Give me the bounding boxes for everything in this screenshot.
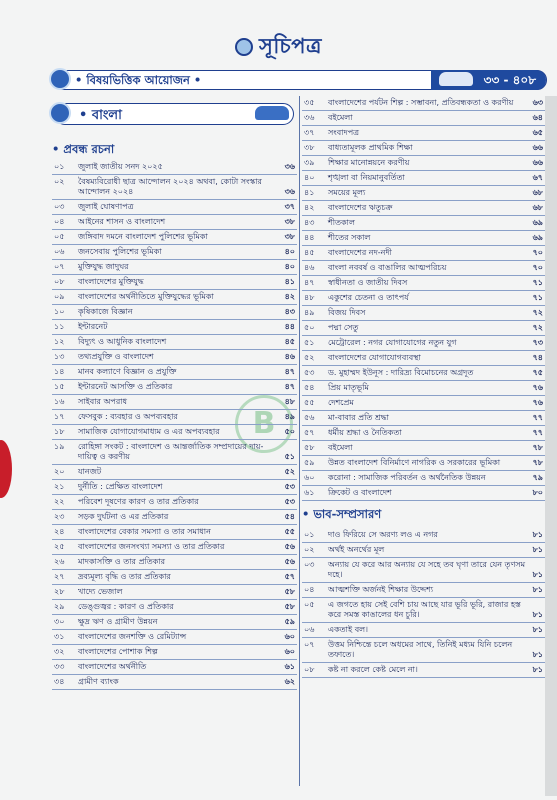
entry-page: ৭১ [532,293,543,302]
toc-entry [302,171,545,186]
entry-number: ১৬ [54,397,65,406]
entry-number: ০১ [54,162,65,171]
entry-number: ৩৩ [54,662,65,671]
entry-page: ৭৫ [532,368,543,377]
entry-title: দাও ফিরিয়ে সে অরণ্য লও এ নগর [328,530,438,539]
entry-page: ৪১ [284,277,295,286]
toc-entry [52,200,297,215]
toc-entry [52,480,297,495]
entry-page: ৪০ [284,262,295,271]
entry-number: ১৪ [54,367,65,376]
entry-page: ৪৪ [284,322,295,331]
entry-title: দেশপ্রেম [328,398,354,407]
entry-page: ৪৩ [284,307,295,316]
toc-entry [302,96,545,111]
entry-number: ০৯ [54,292,65,301]
entry-page: ৩৮ [284,217,295,226]
entry-title: বাংলা নববর্ষ ও বাঙালির আত্মপরিচয় [328,263,447,272]
entry-title: ক্রিকেট ও বাংলাদেশ [328,488,392,497]
entry-page: ৭২ [532,323,543,332]
entry-number: ৩০ [54,617,65,626]
entry-number: ৪৫ [304,248,315,257]
entry-page: ৮১ [532,585,543,594]
toc-entry [52,630,297,645]
column-divider [299,96,300,786]
entry-title: সময়ের মূল্য [328,188,366,197]
toc-entry [52,540,297,555]
entry-page: ৭০ [532,248,543,257]
entry-page: ৬৮ [532,188,543,197]
entry-title: আত্মশক্তি অর্জনই শিক্ষার উদ্দেশ্য [328,585,434,594]
entry-page: ৬৯ [532,233,543,242]
entry-title: উত্তম নিশ্চিন্তে চলে অধমের সাথে, তিনিই মধ্যম যিনি চলেন তফাতে। [328,640,513,659]
entry-number: ৫৩ [304,368,315,377]
entry-title: জঙ্গিবাদ দমনে বাংলাদেশ পুলিশের ভূমিকা [78,232,208,241]
entry-page: ৬৮ [532,203,543,212]
entry-page: ৮১ [532,570,543,579]
toc-entry [302,528,545,543]
entry-number: ৫৪ [304,383,315,392]
entry-number: ০৪ [304,585,315,594]
toc-entry [302,276,545,291]
toc-entry [52,175,297,200]
entry-number: ৩৭ [304,128,315,137]
next-page-edge [545,96,557,796]
entry-title: রোহিঙ্গা সংকট : বাংলাদেশ ও আন্তর্জাতিক সম্প্রদায়ের দায়-দায়িত্ব ও করণীয় [78,442,264,461]
toc-entry [302,623,545,638]
entry-number: ০৩ [304,560,315,569]
toc-entry [302,111,545,126]
entry-page: ৮১ [532,610,543,619]
toc-entry [302,411,545,426]
entry-page: ৬৯ [532,218,543,227]
entry-page: ৫২ [284,467,295,476]
entry-number: ৪৬ [304,263,315,272]
toc-entry [52,495,297,510]
entry-title: মুক্তিযুদ্ধ জাদুঘর [78,262,129,271]
toc-entry [52,645,297,660]
entry-title: যানজট [78,467,102,476]
entry-number: ১১ [54,322,65,331]
entry-page: ৫৬ [284,557,295,566]
entry-number: ৪১ [304,188,315,197]
entry-number: ০২ [54,177,65,186]
entry-title: জুলাই জাতীয় সনদ ২০২৫ [78,162,163,171]
toc-entry [302,336,545,351]
entry-page: ৮০ [532,488,543,497]
emblem-icon [235,38,253,56]
entry-title: জনসেবায় পুলিশের ভূমিকা [78,247,162,256]
entry-number: ২৭ [54,572,65,581]
entry-number: ০৪ [54,217,65,226]
entry-number: ০৫ [304,600,315,609]
entry-number: ৩৪ [54,677,65,686]
section-header-label: • বাংলা [79,108,122,123]
entry-title: কষ্ট না করলে কেষ্ট মেলে না। [328,665,418,674]
entry-number: ৪৭ [304,278,315,287]
toc-entry [302,321,545,336]
entry-title: বৈষম্যবিরোধী ছাত্র আন্দোলন ২০২৪ অথবা, কোটা সংস্কার আন্দোলন ২০২৪ [78,177,262,196]
toc-entry [52,440,297,465]
entry-title: সড়ক দুর্ঘটনা ও এর প্রতিকার [78,512,169,521]
entry-title: বাংলাদেশের যোগাযোগব্যবস্থা [328,353,421,362]
toc-entry [52,410,297,425]
entry-number: ২৬ [54,557,65,566]
essay-heading: • প্রবন্ধ রচনা [52,142,115,156]
entry-title: স্বাধীনতা ও জাতীয় দিবস [328,278,408,287]
entry-title: উন্নত বাংলাদেশ বিনির্মাণে নাগরিক ও সরকারের ভূমিকা [328,458,501,467]
toc-entry [52,395,297,410]
entry-title: বাংলাদেশের মুক্তিযুদ্ধ [78,277,144,286]
entry-page: ৫৪ [284,512,295,521]
entry-page: ৩৬ [284,187,295,196]
entry-number: ৩৫ [304,98,315,107]
toc-entry [52,555,297,570]
entry-page: ৩৭ [284,202,295,211]
entry-page: ৬১ [284,662,295,671]
toc-entry [52,335,297,350]
toc-entry [302,216,545,231]
toc-entry [302,156,545,171]
toc-entry [302,638,545,663]
entry-title: একতাই বল। [328,625,368,634]
entry-title: পরিবেশ দূষণের কারণ ও তার প্রতিকার [78,497,199,506]
entry-page: ৭৪ [532,353,543,362]
toc-entry [302,558,545,583]
entry-title: মা-বাবার প্রতি শ্রদ্ধা [328,413,389,422]
toc-entry [52,305,297,320]
toc-entry [302,186,545,201]
toc-entry [302,306,545,321]
toc-entry [52,510,297,525]
entry-page: ৬৩ [532,98,543,107]
toc-entry [302,543,545,558]
entry-number: ৪৪ [304,233,315,242]
entry-title: দুর্নীতি : প্রেক্ষিত বাংলাদেশ [78,482,163,491]
entry-page: ৪২ [284,292,295,301]
toc-entry [52,525,297,540]
entry-title: বাংলাদেশের পোশাক শিল্প [78,647,158,656]
page-title [0,30,557,65]
toc-entry [52,290,297,305]
toc-entry [52,425,297,440]
entry-title: দ্রব্যমূল্য বৃদ্ধি ও তার প্রতিকার [78,572,171,581]
entry-title: বাংলাদেশের জনসংখ্যা সমস্যা ও তার প্রতিকার [78,542,225,551]
entry-title: পদ্মা সেতু [328,323,359,332]
page-title-text: সূচিপত্র [259,34,322,58]
entry-number: ০৮ [304,665,315,674]
toc-entry [302,366,545,381]
toc-entry [52,675,297,690]
entry-page: ৬০ [284,632,295,641]
essay-list-left [52,160,297,690]
toc-entry [302,471,545,486]
toc-entry [52,215,297,230]
entry-page: ৬০ [284,647,295,656]
entry-page: ৭৩ [532,338,543,347]
entry-number: ৪৩ [304,218,315,227]
police-cap-icon [255,106,289,120]
entry-number: ৫৬ [304,413,315,422]
entry-page: ৭৭ [532,428,543,437]
entry-title: ফেসবুক : ব্যবহার ও অপব্যবহার [78,412,178,421]
entry-number: ৪৮ [304,293,315,302]
entry-number: ১২ [54,337,65,346]
entry-title: সামাজিক যোগাযোগমাধ্যম ও এর অপব্যবহার [78,427,220,436]
entry-number: ২৩ [54,512,65,521]
entry-page: ৭০ [532,263,543,272]
entry-number: ৫৮ [304,443,315,452]
entry-title: বাংলাদেশের জনশক্তি ও রেমিট্যান্স [78,632,187,641]
entry-page: ৫০ [284,427,295,436]
entry-page: ৬৪ [532,113,543,122]
entry-title: শৃঙ্খলা বা নিয়মানুবর্তিতা [328,173,405,182]
entry-page: ৮১ [532,650,543,659]
entry-number: ২৫ [54,542,65,551]
entry-number: ২৪ [54,527,65,536]
toc-entry [302,441,545,456]
entry-number: ১৫ [54,382,65,391]
entry-title: তথ্যপ্রযুক্তি ও বাংলাদেশ [78,352,154,361]
entry-number: ০৫ [54,232,65,241]
entry-page: ৬৫ [532,128,543,137]
entry-number: ৫৯ [304,458,315,467]
entry-title: সাইবার অপরাধ [78,397,128,406]
entry-page: ৪৯ [284,412,295,421]
entry-page: ৮১ [532,665,543,674]
entry-number: ২৮ [54,587,65,596]
entry-page: ৩৬ [284,162,295,171]
toc-entry [52,230,297,245]
entry-number: ০১ [304,530,315,539]
entry-title: শীতকাল [328,218,355,227]
entry-title: ড. মুহাম্মদ ইউনূস : দারিদ্র্য বিমোচনের অগ্রদূত [328,368,474,377]
entry-number: ২২ [54,497,65,506]
entry-number: ০৭ [304,640,315,649]
topic-banner-label: • বিষয়ভিত্তিক আয়োজন • [75,73,202,87]
entry-number: ৪০ [304,173,315,182]
toc-entry [52,320,297,335]
toc-entry [52,380,297,395]
entry-page: ৪৭ [284,367,295,376]
toc-entry [302,598,545,623]
entry-page: ৫৩ [284,482,295,491]
toc-entry [52,350,297,365]
entry-page: ৪৬ [284,352,295,361]
entry-title: করোনা : সামাজিক পরিবর্তন ও অর্থনৈতিক উন্নয়ন [328,473,486,482]
entry-number: ৪৯ [304,308,315,317]
entry-number: ৩১ [54,632,65,641]
entry-page: ৫৩ [284,497,295,506]
entry-number: ৩৮ [304,143,315,152]
entry-number: ৪২ [304,203,315,212]
entry-title: বিদ্যুৎ ও আধুনিক বাংলাদেশ [78,337,167,346]
toc-entry [302,351,545,366]
entry-page: ৬২ [284,677,295,686]
entry-number: ৩৯ [304,158,315,167]
entry-title: বাংলাদেশের পর্যটন শিল্প : সম্ভাবনা, প্রতিবন্ধকতা ও করণীয় [328,98,514,107]
entry-number: ৫৭ [304,428,315,437]
toc-entry [302,583,545,598]
entry-number: ১৯ [54,442,65,451]
entry-page: ৫৫ [284,527,295,536]
entry-number: ৩২ [54,647,65,656]
entry-page: ৭১ [532,278,543,287]
toc-entry [302,246,545,261]
entry-title: বইমেলা [328,113,353,122]
toc-entry [302,141,545,156]
toc-entry [302,126,545,141]
entry-title: ক্ষুদ্র ঋণ ও গ্রামীণ উন্নয়ন [78,617,158,626]
entry-title: একুশের চেতনা ও তাৎপর্য [328,293,409,302]
entry-title: সংবাদপত্র [328,128,360,137]
entry-page: ৮১ [532,625,543,634]
watermark-logo: B [235,395,293,453]
entry-page: ৫৯ [284,617,295,626]
entry-page: ৬৬ [532,143,543,152]
entry-number: ০৬ [54,247,65,256]
entry-title: বইমেলা [328,443,353,452]
police-cap-icon [439,72,473,86]
entry-title: মাদকাসক্তি ও তার প্রতিকার [78,557,166,566]
entry-title: ডেঙ্গুজ্বর : কারণ ও প্রতিকার [78,602,174,611]
toc-entry [302,381,545,396]
entry-number: ৩৬ [304,113,315,122]
entry-title: মানব কল্যাণে বিজ্ঞান ও প্রযুক্তি [78,367,177,376]
entry-title: বাংলাদেশের নদ-নদী [328,248,392,257]
entry-title: শিক্ষার মানোন্নয়নে করণীয় [328,158,410,167]
entry-number: ৫১ [304,338,315,347]
entry-page: ৭৬ [532,383,543,392]
entry-title: শীতের সকাল [328,233,371,242]
entry-page: ৭৮ [532,458,543,467]
police-badge-icon [49,68,71,90]
toc-entry [52,660,297,675]
entry-number: ০৬ [304,625,315,634]
entry-page: ৪৮ [284,397,295,406]
toc-entry [52,615,297,630]
entry-page: ৭৭ [532,413,543,422]
entry-page: ৪৫ [284,337,295,346]
entry-number: ৫২ [304,353,315,362]
entry-page: ৫৮ [284,587,295,596]
toc-entry [52,275,297,290]
entry-title: অন্যায় যে করে আর অন্যায় যে সহে তব ঘৃণা তারে যেন তৃণসম দহে। [328,560,526,579]
entry-number: ২৯ [54,602,65,611]
entry-title: ইন্টারনেট আসক্তি ও প্রতিকার [78,382,173,391]
entry-title: আইনের শাসন ও বাংলাদেশ [78,217,166,226]
entry-number: ০৩ [54,202,65,211]
entry-page: ৮১ [532,530,543,539]
toc-entry [302,261,545,276]
toc-entry [52,585,297,600]
toc-entry [302,663,545,678]
entry-page: ৩৮ [284,232,295,241]
entry-page: ৫১ [284,452,295,461]
police-badge-icon [49,102,71,124]
entry-page: ৫৬ [284,542,295,551]
entry-title: বাংলাদেশের অর্থনীতিতে মুক্তিযুদ্ধের ভূমিকা [78,292,214,301]
entry-page: ৫৮ [284,602,295,611]
entry-title: বাংলাদেশের ঋতুচক্র [328,203,393,212]
topic-banner [54,70,547,90]
entry-number: ০২ [304,545,315,554]
toc-entry [52,600,297,615]
entry-number: ০৮ [54,277,65,286]
entry-title: এ জগতে হায় সেই বেশি চায় আছে যার ভূরি ভূরি, রাজার হস্ত করে সমস্ত কাঙালের ধন চুরি। [328,600,521,619]
entry-number: ০৭ [54,262,65,271]
toc-entry [302,231,545,246]
toc-entry [302,201,545,216]
entry-number: ২১ [54,482,65,491]
entry-number: ১৩ [54,352,65,361]
section-header-bangla [54,103,294,125]
entry-title: প্রিয় মাতৃভূমি [328,383,369,392]
toc-entry [302,486,545,501]
toc-entry [302,456,545,471]
entry-page: ৮১ [532,545,543,554]
entry-title: বিজয় দিবস [328,308,366,317]
entry-page: ৪০ [284,247,295,256]
entry-number: ২০ [54,467,65,476]
toc-entry [52,260,297,275]
entry-title: ইন্টারনেট [78,322,108,331]
toc-entry [52,160,297,175]
entry-number: ৬১ [304,488,315,497]
entry-number: ৫৫ [304,398,315,407]
toc-entry [52,245,297,260]
essay-list-right [302,96,545,678]
entry-title: খাদ্যে ভেজাল [78,587,123,596]
entry-number: ৬০ [304,473,315,482]
entry-title: বাংলাদেশের বেকার সমস্যা ও তার সমাধান [78,527,211,536]
entry-title: মেট্রোরেল : নগর যোগাযোগের নতুন যুগ [328,338,457,347]
entry-title: কৃষিকাজে বিজ্ঞান [78,307,133,316]
topic-banner-pages: ৩৩ - ৪০৮ [431,70,546,90]
entry-number: ৫০ [304,323,315,332]
entry-title: গ্রামীণ ব্যাংক [78,677,119,686]
entry-page: ৭৯ [532,473,543,482]
toc-entry [302,426,545,441]
bhab-somprosaron-heading: • ভাব-সম্প্রসারণ [302,507,382,521]
entry-page: ৭৮ [532,443,543,452]
toc-entry [52,365,297,380]
entry-title: জুলাই ঘোষণাপত্র [78,202,134,211]
toc-entry [302,291,545,306]
toc-entry [302,396,545,411]
toc-entry [52,570,297,585]
entry-page: ৪৭ [284,382,295,391]
entry-page: ৬৬ [532,158,543,167]
entry-page: ৭২ [532,308,543,317]
entry-page: ৭৬ [532,398,543,407]
toc-entry [52,465,297,480]
entry-page: ৫৭ [284,572,295,581]
entry-page: ৬৭ [532,173,543,182]
entry-title: ধর্মীয় শ্রদ্ধা ও নৈতিকতা [328,428,402,437]
entry-number: ১৮ [54,427,65,436]
entry-title: বাধ্যতামূলক প্রাথমিক শিক্ষা [328,143,413,152]
entry-title: অর্থই অনর্থের মূল [328,545,385,554]
entry-title: বাংলাদেশের অর্থনীতি [78,662,147,671]
binding-mark [0,440,12,498]
entry-number: ১৭ [54,412,65,421]
entry-number: ১০ [54,307,65,316]
